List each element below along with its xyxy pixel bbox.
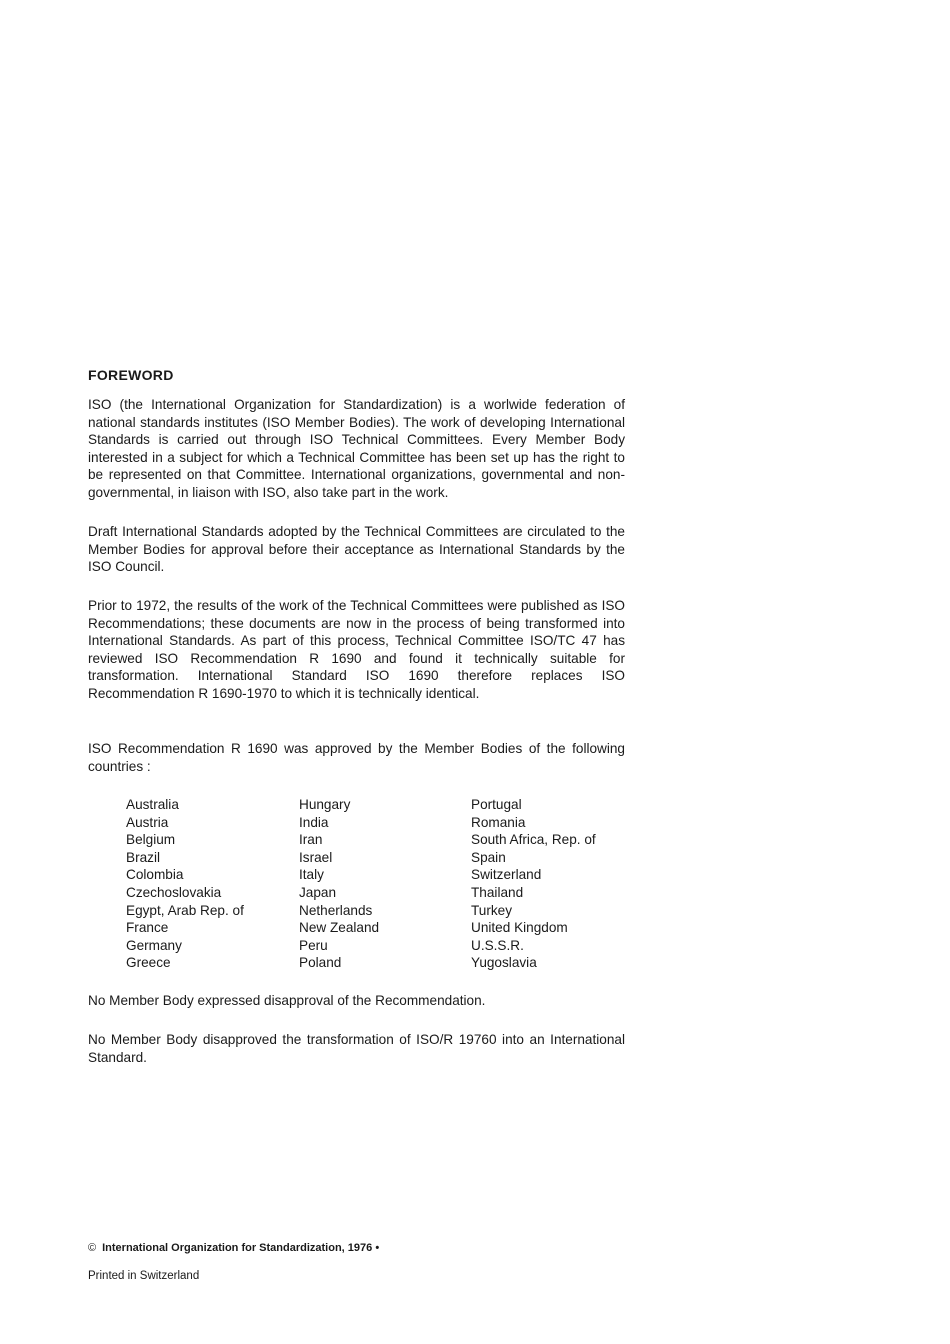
- country-item: Iran: [299, 832, 323, 848]
- country-item: Yugoslavia: [471, 955, 537, 971]
- country-item: Romania: [471, 814, 526, 830]
- country-item: Czechoslovakia: [126, 884, 222, 900]
- country-item: Brazil: [126, 849, 160, 865]
- country-item: Poland: [299, 955, 342, 971]
- country-item: U.S.S.R.: [471, 937, 524, 953]
- country-item: Netherlands: [299, 902, 373, 918]
- copyright-notice: [88, 1242, 379, 1254]
- country-item: Japan: [299, 884, 337, 900]
- approval-intro-paragraph: ISO Recommendation R 1690 was approved by the Member Bodies of the following countries :: [88, 741, 625, 774]
- foreword-paragraph-3: Prior to 1972, the results of the work of the Technical Committees were published as ISO Recommendations; these documents are now in the process of being transformed into International Standards. As part of this process, Technical Committee ISO/TC 47 has reviewed ISO Recommendation R 1690 and found it technically suitable for transformation. International Standard ISO 1690 therefore replaces ISO Recommendation R 1690-1970 to which it is technically identical.: [88, 598, 625, 701]
- transformation-paragraph: No Member Body disapproved the transformation of ISO/R 19760 into an International Standard.: [88, 1032, 625, 1065]
- country-item: Belgium: [126, 832, 176, 848]
- country-item: Portugal: [471, 797, 522, 812]
- country-column-1: [126, 796, 244, 972]
- country-item: Israel: [299, 849, 333, 865]
- country-item: Greece: [126, 955, 171, 971]
- foreword-heading: FOREWORD: [88, 367, 174, 383]
- copyright-text: International Organization for Standardization, 1976 •: [102, 1242, 380, 1254]
- country-item: Italy: [299, 867, 324, 883]
- country-item: Switzerland: [471, 867, 542, 883]
- country-item: Austria: [126, 814, 169, 830]
- country-item: Hungary: [299, 797, 351, 812]
- country-item: France: [126, 920, 169, 936]
- foreword-paragraph-1: ISO (the International Organization for Standardization) is a worlwide federation of national standards institutes (ISO Member Bodies). The work of developing International Standards is carried out through ISO Technical Committees. Every Member Body interested in a subject for which a Technical Committee has been set up has the right to be represented on that Committee. International organizations, governmental and non-governmental, in liaison with ISO, also take part in the work.: [88, 397, 625, 500]
- foreword-paragraph-2: Draft International Standards adopted by the Technical Committees are circulated to the Member Bodies for approval before their acceptance as International Standards by the ISO Council.: [88, 524, 625, 575]
- country-item: Spain: [471, 849, 506, 865]
- country-item: Thailand: [471, 884, 524, 900]
- country-item: Egypt, Arab Rep. of: [126, 902, 244, 918]
- country-column-3: [471, 796, 596, 972]
- country-item: United Kingdom: [471, 920, 568, 936]
- country-item: Australia: [126, 797, 179, 812]
- country-item: Colombia: [126, 867, 184, 883]
- country-item: Germany: [126, 937, 182, 953]
- country-item: Peru: [299, 937, 328, 953]
- no-disapproval-paragraph: No Member Body expressed disapproval of the Recommendation.: [88, 993, 486, 1008]
- copyright-icon: ©: [88, 1242, 97, 1254]
- country-item: Turkey: [471, 902, 513, 918]
- country-item: India: [299, 814, 329, 830]
- country-item: South Africa, Rep. of: [471, 832, 596, 848]
- country-column-2: [299, 796, 379, 972]
- country-item: New Zealand: [299, 920, 380, 936]
- printed-in-notice: Printed in Switzerland: [88, 1270, 200, 1282]
